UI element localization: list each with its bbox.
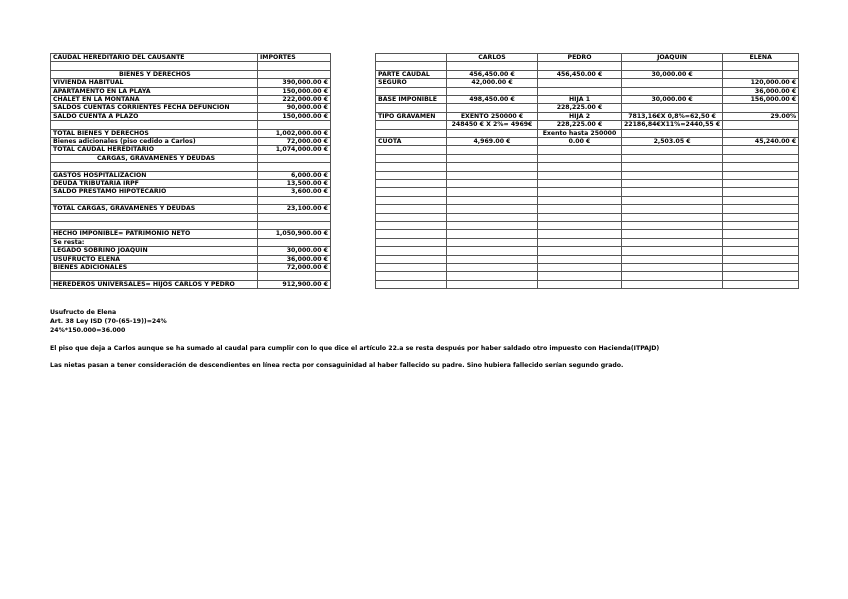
joaquin-cell xyxy=(622,213,723,221)
table-row xyxy=(51,96,331,104)
table-row xyxy=(376,247,799,255)
table-row xyxy=(51,264,331,272)
concept-cell xyxy=(51,163,258,171)
joaquin-cell xyxy=(622,272,723,280)
concept-cell: USUFRUCTO ELENA xyxy=(51,255,258,263)
amount-cell xyxy=(258,62,331,70)
usufructo-calculation: 24%*150.000=36.000 xyxy=(50,327,126,334)
concept-cell: CHALET EN LA MONTAÑA xyxy=(51,96,258,104)
joaquin-cell xyxy=(622,154,723,162)
table-row xyxy=(51,154,331,162)
elena-cell xyxy=(723,221,799,229)
table-row xyxy=(51,121,331,129)
table-row xyxy=(376,163,799,171)
pedro-cell xyxy=(538,280,622,288)
table-row xyxy=(51,222,331,230)
concept-cell: BIENES Y DERECHOS xyxy=(51,70,258,78)
pedro-cell: PEDRO xyxy=(538,54,622,62)
label-cell xyxy=(376,163,447,171)
concept-cell: HECHO IMPONIBLE= PATRIMONIO NETO xyxy=(51,230,258,238)
elena-cell xyxy=(723,213,799,221)
concept-cell: BIENES ADICIONALES xyxy=(51,264,258,272)
concept-cell: SALDO CUENTA A PLAZO xyxy=(51,112,258,120)
joaquin-cell xyxy=(622,247,723,255)
table-row xyxy=(376,112,799,120)
joaquin-cell xyxy=(622,87,723,95)
label-cell xyxy=(376,213,447,221)
carlos-cell xyxy=(447,255,538,263)
table-row xyxy=(376,230,799,238)
label-cell xyxy=(376,247,447,255)
carlos-cell xyxy=(447,180,538,188)
joaquin-cell: 30,000.00 € xyxy=(622,70,723,78)
concept-cell: VIVIENDA HABITUAL xyxy=(51,79,258,87)
carlos-cell xyxy=(447,154,538,162)
amount-cell: 72,000.00 € xyxy=(258,264,331,272)
concept-cell: TOTAL CAUDAL HEREDITARIO xyxy=(51,146,258,154)
elena-cell xyxy=(723,62,799,70)
carlos-cell xyxy=(447,230,538,238)
pedro-cell xyxy=(538,79,622,87)
concept-cell: Bienes adicionales (piso cedido a Carlos) xyxy=(51,138,258,146)
joaquin-cell: 30,000.00 € xyxy=(622,96,723,104)
label-cell xyxy=(376,171,447,179)
elena-cell xyxy=(723,180,799,188)
table-row xyxy=(51,112,331,120)
joaquin-cell xyxy=(622,146,723,154)
label-cell xyxy=(376,154,447,162)
elena-cell xyxy=(723,188,799,196)
table-row xyxy=(51,171,331,179)
pedro-cell xyxy=(538,180,622,188)
elena-cell xyxy=(723,70,799,78)
table-row xyxy=(51,272,331,280)
carlos-cell xyxy=(447,196,538,204)
table-row xyxy=(376,96,799,104)
joaquin-cell xyxy=(622,104,723,112)
elena-cell xyxy=(723,196,799,204)
table-row xyxy=(51,188,331,196)
amount-cell: 150,000.00 € xyxy=(258,112,331,120)
elena-cell xyxy=(723,205,799,213)
pedro-cell xyxy=(538,213,622,221)
table-row xyxy=(51,62,331,70)
table-row xyxy=(51,87,331,95)
concept-cell xyxy=(51,121,258,129)
elena-cell xyxy=(723,238,799,246)
caudal-hereditario-table xyxy=(50,53,331,289)
concept-cell: TOTAL CARGAS, GRAVÁMENES Y DEUDAS xyxy=(51,205,258,213)
table-row xyxy=(51,280,331,288)
table-row xyxy=(51,213,331,221)
carlos-cell xyxy=(447,62,538,70)
table-row xyxy=(51,138,331,146)
label-cell xyxy=(376,54,447,62)
table-row xyxy=(51,104,331,112)
label-cell xyxy=(376,121,447,129)
concept-cell xyxy=(51,222,258,230)
carlos-cell: CARLOS xyxy=(447,54,538,62)
label-cell xyxy=(376,146,447,154)
pedro-cell: Exento hasta 250000 xyxy=(538,129,622,137)
label-cell xyxy=(376,129,447,137)
elena-cell xyxy=(723,146,799,154)
pedro-cell xyxy=(538,87,622,95)
table-row xyxy=(376,104,799,112)
joaquin-cell xyxy=(622,79,723,87)
usufructo-title: Usufructo de Elena xyxy=(50,309,117,316)
elena-cell xyxy=(723,272,799,280)
table-row xyxy=(51,146,331,154)
carlos-cell xyxy=(447,163,538,171)
carlos-cell xyxy=(447,146,538,154)
joaquin-cell xyxy=(622,171,723,179)
label-cell xyxy=(376,263,447,271)
carlos-cell: 248450 € X 2%= 4969€ xyxy=(447,121,538,129)
table-row xyxy=(51,70,331,78)
concept-cell xyxy=(51,272,258,280)
table-row xyxy=(51,205,331,213)
concept-cell xyxy=(51,62,258,70)
label-cell xyxy=(376,180,447,188)
table-row xyxy=(376,221,799,229)
joaquin-cell xyxy=(622,196,723,204)
concept-cell: DEUDA TRIBUTARIA IRPF xyxy=(51,180,258,188)
amount-cell: 1,074,000.00 € xyxy=(258,146,331,154)
table-row xyxy=(376,121,799,129)
carlos-cell: 456,450.00 € xyxy=(447,70,538,78)
carlos-cell xyxy=(447,280,538,288)
concept-cell: SALDO PRÉSTAMO HIPOTECARIO xyxy=(51,188,258,196)
amount-cell xyxy=(258,222,331,230)
amount-cell: 3,600.00 € xyxy=(258,188,331,196)
label-cell: BASE IMPONIBLE xyxy=(376,96,447,104)
pedro-cell xyxy=(538,255,622,263)
elena-cell: 45,240.00 € xyxy=(723,138,799,146)
elena-cell xyxy=(723,104,799,112)
label-cell xyxy=(376,62,447,70)
label-cell: CUOTA xyxy=(376,138,447,146)
pedro-cell xyxy=(538,272,622,280)
amount-cell xyxy=(258,70,331,78)
label-cell: TIPO GRAVAMEN xyxy=(376,112,447,120)
concept-cell: CARGAS, GRAVÁMENES Y DEUDAS xyxy=(51,154,258,162)
label-cell xyxy=(376,272,447,280)
label-cell xyxy=(376,196,447,204)
table-row xyxy=(51,238,331,246)
table-row xyxy=(51,180,331,188)
elena-cell xyxy=(723,255,799,263)
table-row xyxy=(51,79,331,87)
table-row xyxy=(376,129,799,137)
carlos-cell xyxy=(447,263,538,271)
table-row xyxy=(376,87,799,95)
pedro-cell xyxy=(538,238,622,246)
joaquin-cell xyxy=(622,205,723,213)
concept-cell: SALDOS CUENTAS CORRIENTES FECHA DEFUNCIÓN xyxy=(51,104,258,112)
amount-cell xyxy=(258,238,331,246)
table-row xyxy=(51,247,331,255)
concept-cell: GASTOS HOSPITALIZACIÓN xyxy=(51,171,258,179)
table-row xyxy=(376,79,799,87)
label-cell xyxy=(376,188,447,196)
pedro-cell xyxy=(538,196,622,204)
pedro-cell xyxy=(538,230,622,238)
elena-cell: 29.00% xyxy=(723,112,799,120)
label-cell xyxy=(376,238,447,246)
carlos-cell xyxy=(447,213,538,221)
carlos-cell: 4,969.00 € xyxy=(447,138,538,146)
table-row xyxy=(376,138,799,146)
amount-cell xyxy=(258,272,331,280)
table-row xyxy=(376,180,799,188)
label-cell xyxy=(376,255,447,263)
concept-cell: HEREDEROS UNIVERSALES= HIJOS CARLOS Y PEDRO xyxy=(51,280,258,288)
header-row xyxy=(51,54,331,62)
elena-cell: ELENA xyxy=(723,54,799,62)
pedro-cell: 228,225.00 € xyxy=(538,121,622,129)
pedro-cell xyxy=(538,62,622,70)
herederos-table xyxy=(375,53,799,289)
table-row xyxy=(376,196,799,204)
concept-cell xyxy=(51,196,258,204)
amount-cell: 13,500.00 € xyxy=(258,180,331,188)
joaquin-cell: 2,503.05 € xyxy=(622,138,723,146)
pedro-cell xyxy=(538,146,622,154)
carlos-cell xyxy=(447,272,538,280)
joaquin-cell xyxy=(622,238,723,246)
pedro-cell xyxy=(538,221,622,229)
carlos-cell xyxy=(447,221,538,229)
concept-cell: APARTAMENTO EN LA PLAYA xyxy=(51,87,258,95)
concept-cell xyxy=(51,213,258,221)
pedro-cell xyxy=(538,188,622,196)
pedro-cell: 228,225.00 € xyxy=(538,104,622,112)
table-row xyxy=(376,154,799,162)
amount-cell xyxy=(258,213,331,221)
elena-cell xyxy=(723,280,799,288)
table-row xyxy=(376,280,799,288)
piso-note: El piso que deja a Carlos aunque se ha sumado al caudal para cumplir con lo que dice el artículo 22.a se resta después por haber saldado otro impuesto con Hacienda(ITPAJD) xyxy=(50,345,660,352)
elena-cell xyxy=(723,247,799,255)
table-row xyxy=(376,255,799,263)
carlos-cell xyxy=(447,188,538,196)
joaquin-cell xyxy=(622,163,723,171)
pedro-cell: HIJA 1 xyxy=(538,96,622,104)
table-row xyxy=(51,255,331,263)
joaquin-cell xyxy=(622,255,723,263)
amount-cell xyxy=(258,196,331,204)
nietas-note: Las nietas pasan a tener consideración de descendientes en línea recta por consaguinidad al haber fallecido su padre. Sino hubiera fallecido serían segundo grado. xyxy=(50,362,624,369)
label-cell xyxy=(376,87,447,95)
amount-cell: 1,002,000.00 € xyxy=(258,129,331,137)
pedro-cell xyxy=(538,163,622,171)
table-row xyxy=(376,272,799,280)
amount-cell: 23,100.00 € xyxy=(258,205,331,213)
label-cell: SEGURO xyxy=(376,79,447,87)
table-row xyxy=(51,196,331,204)
elena-cell xyxy=(723,163,799,171)
joaquin-cell xyxy=(622,180,723,188)
label-cell xyxy=(376,205,447,213)
amount-cell: 72,000.00 € xyxy=(258,138,331,146)
table-row xyxy=(376,205,799,213)
table-row xyxy=(51,163,331,171)
header-row xyxy=(376,54,799,62)
amount-cell: 30,000.00 € xyxy=(258,247,331,255)
elena-cell: 156,000.00 € xyxy=(723,96,799,104)
joaquin-cell: JOAQUIN xyxy=(622,54,723,62)
amount-cell: 390,000.00 € xyxy=(258,79,331,87)
table-row xyxy=(376,213,799,221)
elena-cell xyxy=(723,230,799,238)
joaquin-cell xyxy=(622,221,723,229)
label-cell xyxy=(376,280,447,288)
table-row xyxy=(376,146,799,154)
table-row xyxy=(376,238,799,246)
carlos-cell xyxy=(447,238,538,246)
carlos-cell xyxy=(447,171,538,179)
pedro-cell: 456,450.00 € xyxy=(538,70,622,78)
label-cell xyxy=(376,230,447,238)
label-cell xyxy=(376,104,447,112)
carlos-cell xyxy=(447,104,538,112)
amount-cell: 150,000.00 € xyxy=(258,87,331,95)
joaquin-cell xyxy=(622,129,723,137)
carlos-cell xyxy=(447,205,538,213)
usufructo-article: Art. 38 Ley ISD (70-(65-19))=24% xyxy=(50,318,167,325)
carlos-cell: 42,000.00 € xyxy=(447,79,538,87)
amount-cell: 222,000.00 € xyxy=(258,96,331,104)
carlos-cell xyxy=(447,87,538,95)
pedro-cell xyxy=(538,247,622,255)
joaquin-cell: 7813,16€X 0,8%=62,50 € xyxy=(622,112,723,120)
amount-cell: 1,050,900.00 € xyxy=(258,230,331,238)
table-row xyxy=(376,263,799,271)
amount-cell xyxy=(258,163,331,171)
concept-cell: LEGADO SOBRINO JOAQUIN xyxy=(51,247,258,255)
elena-cell xyxy=(723,129,799,137)
elena-cell xyxy=(723,121,799,129)
concept-cell: CAUDAL HEREDITARIO DEL CAUSANTE xyxy=(51,54,258,62)
elena-cell xyxy=(723,171,799,179)
concept-cell: TOTAL BIENES Y DERECHOS xyxy=(51,129,258,137)
table-row xyxy=(376,171,799,179)
joaquin-cell xyxy=(622,230,723,238)
carlos-cell xyxy=(447,129,538,137)
carlos-cell xyxy=(447,247,538,255)
amount-cell: 36,000.00 € xyxy=(258,255,331,263)
table-row xyxy=(376,62,799,70)
pedro-cell xyxy=(538,154,622,162)
table-row xyxy=(376,188,799,196)
joaquin-cell xyxy=(622,188,723,196)
elena-cell xyxy=(723,263,799,271)
joaquin-cell: 22186,84€X11%=2440,55 € xyxy=(622,121,723,129)
pedro-cell xyxy=(538,263,622,271)
joaquin-cell xyxy=(622,62,723,70)
elena-cell: 120,000.00 € xyxy=(723,79,799,87)
table-row xyxy=(51,129,331,137)
elena-cell xyxy=(723,154,799,162)
joaquin-cell xyxy=(622,280,723,288)
amount-cell: IMPORTES xyxy=(258,54,331,62)
label-cell xyxy=(376,221,447,229)
pedro-cell xyxy=(538,171,622,179)
carlos-cell: 498,450.00 € xyxy=(447,96,538,104)
table-row xyxy=(376,70,799,78)
elena-cell: 36,000.00 € xyxy=(723,87,799,95)
pedro-cell xyxy=(538,205,622,213)
pedro-cell: 0.00 € xyxy=(538,138,622,146)
joaquin-cell xyxy=(622,263,723,271)
pedro-cell: HIJA 2 xyxy=(538,112,622,120)
amount-cell xyxy=(258,154,331,162)
table-row xyxy=(51,230,331,238)
amount-cell: 6,000.00 € xyxy=(258,171,331,179)
label-cell: PARTE CAUDAL xyxy=(376,70,447,78)
carlos-cell: EXENTO 250000 € xyxy=(447,112,538,120)
amount-cell: 912,900.00 € xyxy=(258,280,331,288)
amount-cell: 90,000.00 € xyxy=(258,104,331,112)
concept-cell: Se resta: xyxy=(51,238,258,246)
amount-cell xyxy=(258,121,331,129)
